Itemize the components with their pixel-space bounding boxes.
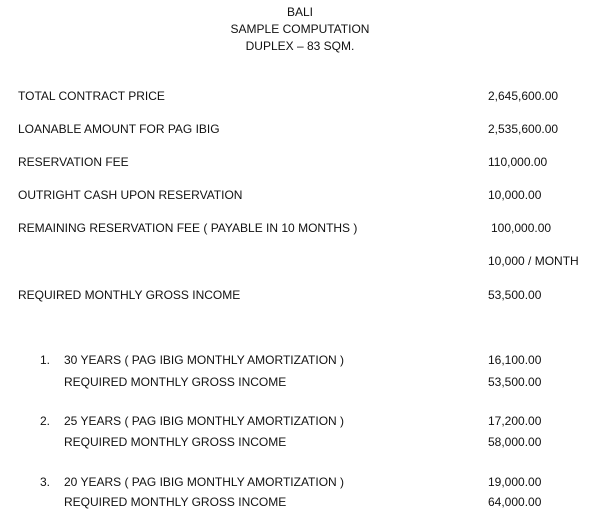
reservation-fee-value: 110,000.00 xyxy=(488,155,548,169)
required-monthly-income-value: 53,500.00 xyxy=(488,288,542,302)
loanable-amount-label: LOANABLE AMOUNT FOR PAG IBIG xyxy=(18,122,220,136)
remaining-reservation-fee-value: 100,000.00 xyxy=(491,221,552,235)
document-subtitle: SAMPLE COMPUTATION xyxy=(230,22,370,36)
document-title: BALI xyxy=(286,5,313,19)
total-contract-price-label: TOTAL CONTRACT PRICE xyxy=(18,89,165,103)
option-term-label: 20 YEARS ( PAG IBIG MONTHLY AMORTIZATION ) xyxy=(64,475,345,489)
option-income-label: REQUIRED MONTHLY GROSS INCOME xyxy=(64,495,287,509)
option-number: 1. xyxy=(40,353,51,367)
option-income-value: 64,000.00 xyxy=(488,495,542,509)
unit-type: DUPLEX – 83 SQM. xyxy=(245,39,355,53)
outright-cash-label: OUTRIGHT CASH UPON RESERVATION xyxy=(18,188,243,202)
option-amortization-value: 16,100.00 xyxy=(488,353,542,367)
remaining-reservation-fee-label: REMAINING RESERVATION FEE ( PAYABLE IN 10 MONTHS ) xyxy=(18,221,358,235)
option-income-label: REQUIRED MONTHLY GROSS INCOME xyxy=(64,435,287,449)
option-number: 3. xyxy=(40,475,51,489)
loanable-amount-value: 2,535,600.00 xyxy=(488,122,559,136)
total-contract-price-value: 2,645,600.00 xyxy=(488,89,559,103)
option-term-label: 25 YEARS ( PAG IBIG MONTHLY AMORTIZATION ) xyxy=(64,414,345,428)
required-monthly-income-label: REQUIRED MONTHLY GROSS INCOME xyxy=(18,288,241,302)
reservation-fee-label: RESERVATION FEE xyxy=(18,155,129,169)
option-term-label: 30 YEARS ( PAG IBIG MONTHLY AMORTIZATION ) xyxy=(64,353,345,367)
option-income-value: 53,500.00 xyxy=(488,375,542,389)
option-income-value: 58,000.00 xyxy=(488,435,542,449)
option-amortization-value: 19,000.00 xyxy=(488,475,542,489)
option-number: 2. xyxy=(40,414,51,428)
monthly-reservation-installment: 10,000 / MONTH xyxy=(488,254,579,268)
outright-cash-value: 10,000.00 xyxy=(488,188,542,202)
option-amortization-value: 17,200.00 xyxy=(488,414,542,428)
option-income-label: REQUIRED MONTHLY GROSS INCOME xyxy=(64,375,287,389)
